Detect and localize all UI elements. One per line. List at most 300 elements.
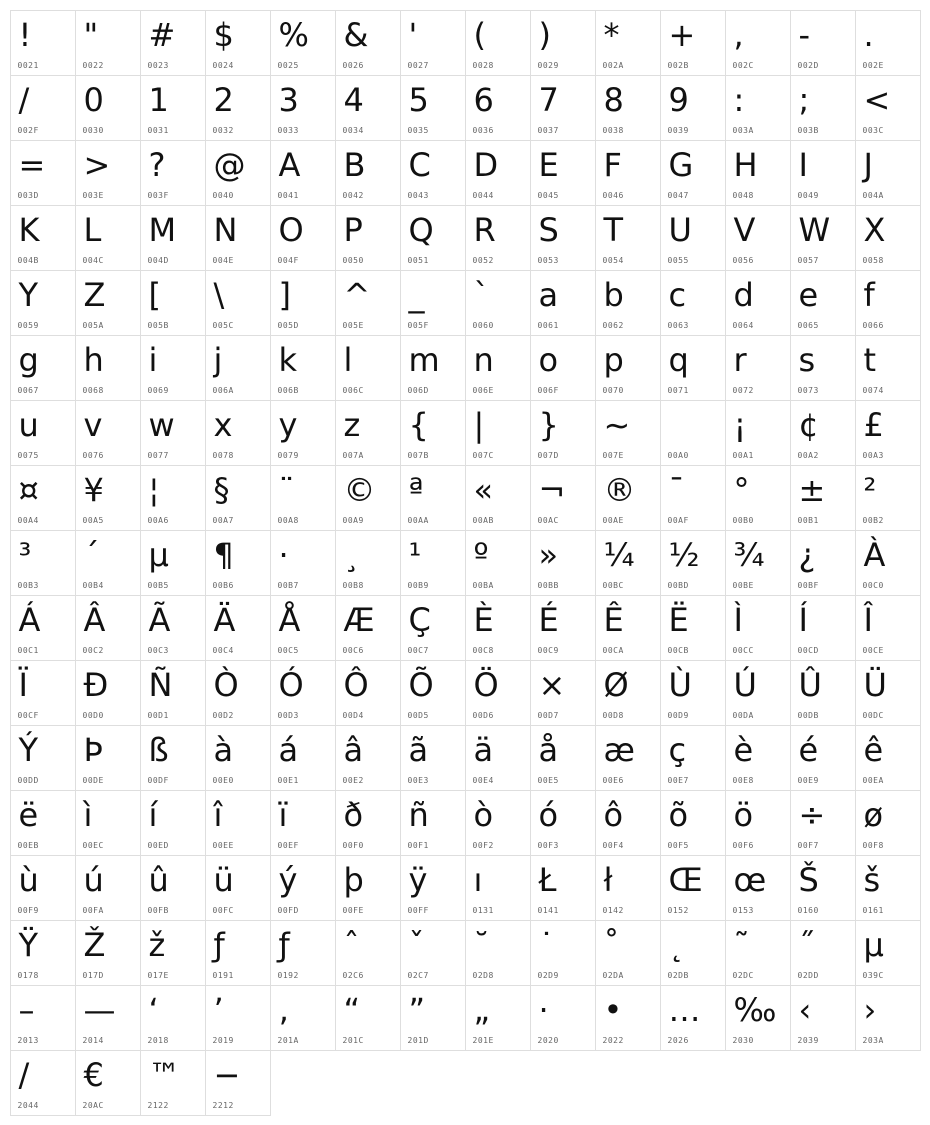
glyph-char: [ — [148, 275, 161, 314]
glyph-code: 00F7 — [797, 840, 819, 850]
glyph-code: 0049 — [797, 190, 819, 200]
glyph-code: 00BA — [472, 580, 494, 590]
glyph-cell — [400, 140, 466, 206]
glyph-char: Ł — [538, 860, 557, 899]
glyph-char: v — [83, 405, 103, 444]
glyph-char: æ — [603, 730, 635, 769]
glyph-code: 00EC — [82, 840, 104, 850]
glyph-code: 00CC — [732, 645, 754, 655]
glyph-code: 0031 — [147, 125, 169, 135]
glyph-char: ê — [863, 730, 884, 769]
glyph-cell — [725, 595, 791, 661]
glyph-code: 00B9 — [407, 580, 429, 590]
glyph-char: ˘ — [473, 925, 490, 964]
glyph-code: 0022 — [82, 60, 104, 70]
glyph-code: 00A2 — [797, 450, 819, 460]
glyph-char: O — [278, 210, 304, 249]
glyph-cell — [75, 595, 141, 661]
glyph-cell — [140, 985, 206, 1051]
glyph-code: 0061 — [537, 320, 559, 330]
glyph-cell — [10, 1050, 76, 1116]
glyph-code: 0065 — [797, 320, 819, 330]
glyph-code: 0062 — [602, 320, 624, 330]
glyph-code: 0034 — [342, 125, 364, 135]
glyph-char: Æ — [343, 600, 375, 639]
glyph-char: q — [668, 340, 689, 379]
glyph-cell — [530, 75, 596, 141]
glyph-char: - — [798, 15, 811, 54]
glyph-cell — [530, 595, 596, 661]
glyph-code: 0131 — [472, 905, 494, 915]
glyph-cell — [10, 595, 76, 661]
glyph-cell — [140, 270, 206, 336]
glyph-cell — [530, 660, 596, 726]
glyph-code: 004B — [17, 255, 39, 265]
glyph-code: 0046 — [602, 190, 624, 200]
glyph-cell — [140, 725, 206, 791]
glyph-code: 201D — [407, 1035, 429, 1045]
glyph-char: ” — [408, 990, 426, 1029]
glyph-code: 00B5 — [147, 580, 169, 590]
glyph-char: e — [798, 275, 819, 314]
glyph-cell — [75, 725, 141, 791]
glyph-cell — [790, 855, 856, 921]
glyph-cell — [205, 725, 271, 791]
glyph-code: 00ED — [147, 840, 169, 850]
glyph-code: 00FA — [82, 905, 104, 915]
glyph-code: 0059 — [17, 320, 39, 330]
glyph-code: 00FD — [277, 905, 299, 915]
glyph-char: : — [733, 80, 745, 119]
glyph-char: Î — [863, 600, 873, 639]
glyph-code: 0026 — [342, 60, 364, 70]
glyph-code: 007C — [472, 450, 494, 460]
glyph-code: 0032 — [212, 125, 234, 135]
glyph-code: 00A9 — [342, 515, 364, 525]
glyph-char: 4 — [343, 80, 364, 119]
glyph-code: 0191 — [212, 970, 234, 980]
glyph-code: 00F9 — [17, 905, 39, 915]
glyph-code: 02DD — [797, 970, 819, 980]
glyph-cell — [595, 530, 661, 596]
glyph-cell — [205, 465, 271, 531]
glyph-cell — [205, 205, 271, 271]
glyph-char: ¨ — [278, 470, 295, 509]
glyph-code: 00C0 — [862, 580, 884, 590]
glyph-char: ¾ — [733, 535, 765, 574]
glyph-code: 017E — [147, 970, 169, 980]
glyph-char: F — [603, 145, 622, 184]
glyph-char: U — [668, 210, 692, 249]
glyph-cell — [270, 530, 336, 596]
glyph-char: › — [863, 990, 877, 1029]
glyph-cell — [465, 205, 531, 271]
glyph-code: 0066 — [862, 320, 884, 330]
glyph-cell — [140, 75, 206, 141]
glyph-char: â — [343, 730, 364, 769]
glyph-char: ¥ — [83, 470, 104, 509]
glyph-cell — [660, 660, 726, 726]
glyph-char: Í — [798, 600, 808, 639]
glyph-cell — [725, 10, 791, 76]
glyph-code: 004A — [862, 190, 884, 200]
glyph-char: ı — [473, 860, 483, 899]
glyph-cell — [595, 270, 661, 336]
glyph-cell — [595, 595, 661, 661]
glyph-code: 201A — [277, 1035, 299, 1045]
glyph-char: Ž — [83, 925, 106, 964]
glyph-cell — [595, 790, 661, 856]
glyph-cell — [660, 140, 726, 206]
glyph-cell — [270, 400, 336, 466]
glyph-code: 0152 — [667, 905, 689, 915]
glyph-char: Þ — [83, 730, 103, 769]
glyph-code: 0028 — [472, 60, 494, 70]
glyph-cell — [465, 660, 531, 726]
glyph-char: × — [538, 665, 566, 704]
glyph-cell — [725, 530, 791, 596]
glyph-code: 00FE — [342, 905, 364, 915]
glyph-code: 00D1 — [147, 710, 169, 720]
glyph-cell — [660, 465, 726, 531]
glyph-char: ã — [408, 730, 429, 769]
glyph-char: m — [408, 340, 440, 379]
glyph-cell — [660, 790, 726, 856]
glyph-char: 8 — [603, 80, 624, 119]
glyph-cell — [335, 465, 401, 531]
glyph-char: ˆ — [343, 925, 360, 964]
glyph-code: 0078 — [212, 450, 234, 460]
glyph-code: 203A — [862, 1035, 884, 1045]
glyph-cell — [465, 140, 531, 206]
glyph-char: Ó — [278, 665, 304, 704]
glyph-char: • — [603, 990, 623, 1029]
glyph-code: 006C — [342, 385, 364, 395]
glyph-char: ± — [798, 470, 826, 509]
glyph-code: 007A — [342, 450, 364, 460]
glyph-code: 006A — [212, 385, 234, 395]
glyph-char: i — [148, 340, 158, 379]
glyph-code: 00AA — [407, 515, 429, 525]
glyph-code: 005E — [342, 320, 364, 330]
glyph-code: 00C1 — [17, 645, 39, 655]
glyph-char: ˝ — [798, 925, 815, 964]
glyph-char: Ñ — [148, 665, 173, 704]
glyph-cell — [660, 855, 726, 921]
glyph-cell — [465, 270, 531, 336]
glyph-code: 00F4 — [602, 840, 624, 850]
glyph-char: h — [83, 340, 104, 379]
glyph-cell — [595, 335, 661, 401]
glyph-char: Ú — [733, 665, 757, 704]
glyph-code: 00E3 — [407, 775, 429, 785]
glyph-cell — [790, 595, 856, 661]
glyph-char: % — [278, 15, 309, 54]
glyph-char: " — [83, 15, 99, 54]
glyph-code: 00FF — [407, 905, 429, 915]
glyph-code: 00F2 — [472, 840, 494, 850]
glyph-code: 006D — [407, 385, 429, 395]
glyph-cell — [335, 400, 401, 466]
glyph-code: 0030 — [82, 125, 104, 135]
glyph-char: o — [538, 340, 559, 379]
glyph-cell — [725, 985, 791, 1051]
glyph-char — [669, 405, 679, 445]
glyph-char: ¦ — [148, 470, 160, 509]
glyph-cell — [10, 10, 76, 76]
glyph-code: 003B — [797, 125, 819, 135]
glyph-code: 017D — [82, 970, 104, 980]
glyph-cell — [335, 725, 401, 791]
glyph-code: 00F8 — [862, 840, 884, 850]
glyph-char: ^ — [343, 275, 371, 314]
glyph-code: 00BE — [732, 580, 754, 590]
glyph-cell — [530, 790, 596, 856]
glyph-cell — [660, 270, 726, 336]
glyph-char: § — [213, 470, 230, 509]
glyph-code: 003D — [17, 190, 39, 200]
glyph-char: Š — [798, 860, 819, 899]
glyph-char: ß — [148, 730, 169, 769]
glyph-cell — [400, 660, 466, 726]
glyph-cell — [595, 855, 661, 921]
glyph-cell — [140, 530, 206, 596]
glyph-char: ‹ — [798, 990, 812, 1029]
glyph-code: 00D9 — [667, 710, 689, 720]
glyph-char: @ — [213, 145, 246, 184]
glyph-cell — [140, 400, 206, 466]
glyph-char: ½ — [668, 535, 700, 574]
glyph-char: ' — [408, 15, 418, 54]
glyph-code: 00AE — [602, 515, 624, 525]
glyph-cell — [75, 75, 141, 141]
glyph-code: 005F — [407, 320, 429, 330]
glyph-char: 1 — [148, 80, 169, 119]
glyph-code: 006B — [277, 385, 299, 395]
glyph-char: B — [343, 145, 366, 184]
glyph-char: – — [18, 990, 35, 1029]
glyph-code: 0047 — [667, 190, 689, 200]
glyph-char: õ — [668, 795, 689, 834]
glyph-code: 0075 — [17, 450, 39, 460]
glyph-char: º — [473, 535, 489, 574]
glyph-cell — [270, 790, 336, 856]
glyph-char: ‚ — [278, 990, 289, 1029]
glyph-code: 00BF — [797, 580, 819, 590]
glyph-char: Ø — [603, 665, 629, 704]
glyph-cell — [140, 790, 206, 856]
glyph-code: 00E4 — [472, 775, 494, 785]
glyph-cell — [530, 920, 596, 986]
glyph-cell — [790, 335, 856, 401]
glyph-cell — [205, 595, 271, 661]
glyph-cell — [140, 140, 206, 206]
glyph-code: 00DE — [82, 775, 104, 785]
glyph-char: ú — [83, 860, 104, 899]
glyph-code: 005B — [147, 320, 169, 330]
glyph-char: ë — [18, 795, 39, 834]
glyph-char: 6 — [473, 80, 494, 119]
glyph-code: 00A1 — [732, 450, 754, 460]
glyph-char: ð — [343, 795, 364, 834]
glyph-cell — [270, 660, 336, 726]
glyph-code: 00BC — [602, 580, 624, 590]
glyph-code: 00CA — [602, 645, 624, 655]
glyph-char: ¼ — [603, 535, 635, 574]
glyph-cell — [465, 400, 531, 466]
glyph-code: 00FB — [147, 905, 169, 915]
glyph-cell — [75, 140, 141, 206]
glyph-char: ø — [863, 795, 884, 834]
glyph-char: ´ — [83, 535, 100, 574]
glyph-cell — [855, 920, 921, 986]
glyph-cell — [205, 75, 271, 141]
glyph-char: Ã — [148, 600, 171, 639]
glyph-char: $ — [213, 15, 234, 54]
glyph-cell — [335, 790, 401, 856]
glyph-code: 00D3 — [277, 710, 299, 720]
glyph-cell — [10, 725, 76, 791]
glyph-cell — [400, 75, 466, 141]
glyph-cell — [335, 335, 401, 401]
glyph-char: ƒ — [278, 925, 290, 964]
glyph-char: f — [863, 275, 875, 314]
glyph-code: 0053 — [537, 255, 559, 265]
glyph-cell — [725, 75, 791, 141]
glyph-code: 00A5 — [82, 515, 104, 525]
glyph-char: ˇ — [408, 925, 425, 964]
glyph-char: é — [798, 730, 819, 769]
glyph-code: 0071 — [667, 385, 689, 395]
glyph-cell — [855, 140, 921, 206]
glyph-cell — [400, 530, 466, 596]
glyph-char: þ — [343, 860, 364, 899]
glyph-char: Ò — [213, 665, 239, 704]
glyph-code: 02C7 — [407, 970, 429, 980]
glyph-cell — [10, 205, 76, 271]
glyph-cell — [660, 75, 726, 141]
glyph-char: á — [278, 730, 299, 769]
glyph-code: 0069 — [147, 385, 169, 395]
glyph-char: d — [733, 275, 754, 314]
glyph-code: 002C — [732, 60, 754, 70]
glyph-cell — [75, 660, 141, 726]
glyph-char: w — [148, 405, 175, 444]
glyph-cell — [725, 465, 791, 531]
glyph-char: ô — [603, 795, 624, 834]
glyph-code: 004F — [277, 255, 299, 265]
glyph-code: 005D — [277, 320, 299, 330]
glyph-cell — [855, 205, 921, 271]
glyph-cell — [205, 660, 271, 726]
glyph-char: ` — [473, 275, 490, 314]
glyph-char: V — [733, 210, 756, 249]
glyph-char: ó — [538, 795, 559, 834]
glyph-char: µ — [148, 535, 169, 574]
glyph-char: 5 — [408, 80, 429, 119]
glyph-code: 2030 — [732, 1035, 754, 1045]
glyph-code: 00FC — [212, 905, 234, 915]
glyph-char: D — [473, 145, 499, 184]
glyph-code: 00EB — [17, 840, 39, 850]
glyph-cell — [660, 595, 726, 661]
glyph-char: Á — [18, 600, 41, 639]
glyph-char: 7 — [538, 80, 559, 119]
glyph-cell — [205, 530, 271, 596]
glyph-code: 0024 — [212, 60, 234, 70]
glyph-char: t — [863, 340, 877, 379]
glyph-cell — [855, 985, 921, 1051]
glyph-code: 002B — [667, 60, 689, 70]
glyph-cell — [660, 920, 726, 986]
glyph-code: 00C3 — [147, 645, 169, 655]
glyph-cell — [140, 465, 206, 531]
glyph-cell — [270, 855, 336, 921]
glyph-char: ü — [213, 860, 234, 899]
glyph-code: 0043 — [407, 190, 429, 200]
glyph-char: R — [473, 210, 496, 249]
glyph-cell — [335, 530, 401, 596]
glyph-code: 00A7 — [212, 515, 234, 525]
glyph-code: 004E — [212, 255, 234, 265]
glyph-code: 0055 — [667, 255, 689, 265]
glyph-code: 2026 — [667, 1035, 689, 1045]
glyph-code: 00EA — [862, 775, 884, 785]
glyph-char: 3 — [278, 80, 299, 119]
glyph-char: ( — [473, 15, 486, 54]
glyph-char: c — [668, 275, 687, 314]
glyph-code: 00A0 — [667, 450, 689, 460]
glyph-cell — [140, 660, 206, 726]
glyph-cell — [335, 205, 401, 271]
glyph-char: u — [18, 405, 39, 444]
glyph-char: ™ — [148, 1055, 181, 1094]
glyph-code: 0045 — [537, 190, 559, 200]
glyph-code: 0077 — [147, 450, 169, 460]
glyph-cell — [530, 855, 596, 921]
glyph-cell — [205, 1050, 271, 1116]
glyph-code: 0070 — [602, 385, 624, 395]
glyph-char: # — [148, 15, 176, 54]
glyph-code: 00BB — [537, 580, 559, 590]
glyph-cell — [855, 75, 921, 141]
glyph-char: μ — [863, 925, 884, 964]
glyph-char: a — [538, 275, 559, 314]
glyph-char: Ÿ — [18, 925, 39, 964]
glyph-cell — [855, 400, 921, 466]
glyph-char: ç — [668, 730, 687, 769]
glyph-char: ä — [473, 730, 494, 769]
glyph-char: * — [603, 15, 620, 54]
glyph-cell — [400, 855, 466, 921]
glyph-cell — [205, 920, 271, 986]
glyph-char: L — [83, 210, 102, 249]
glyph-cell — [140, 595, 206, 661]
glyph-code: 002E — [862, 60, 884, 70]
glyph-char: ï — [278, 795, 288, 834]
glyph-char: 0 — [83, 80, 104, 119]
glyph-char: Ì — [733, 600, 743, 639]
glyph-code: 0058 — [862, 255, 884, 265]
glyph-code: 0051 — [407, 255, 429, 265]
glyph-code: 00E1 — [277, 775, 299, 785]
glyph-code: 00F1 — [407, 840, 429, 850]
glyph-code: 0042 — [342, 190, 364, 200]
glyph-cell — [140, 855, 206, 921]
glyph-code: 004C — [82, 255, 104, 265]
glyph-char: £ — [863, 405, 884, 444]
glyph-code: 0068 — [82, 385, 104, 395]
